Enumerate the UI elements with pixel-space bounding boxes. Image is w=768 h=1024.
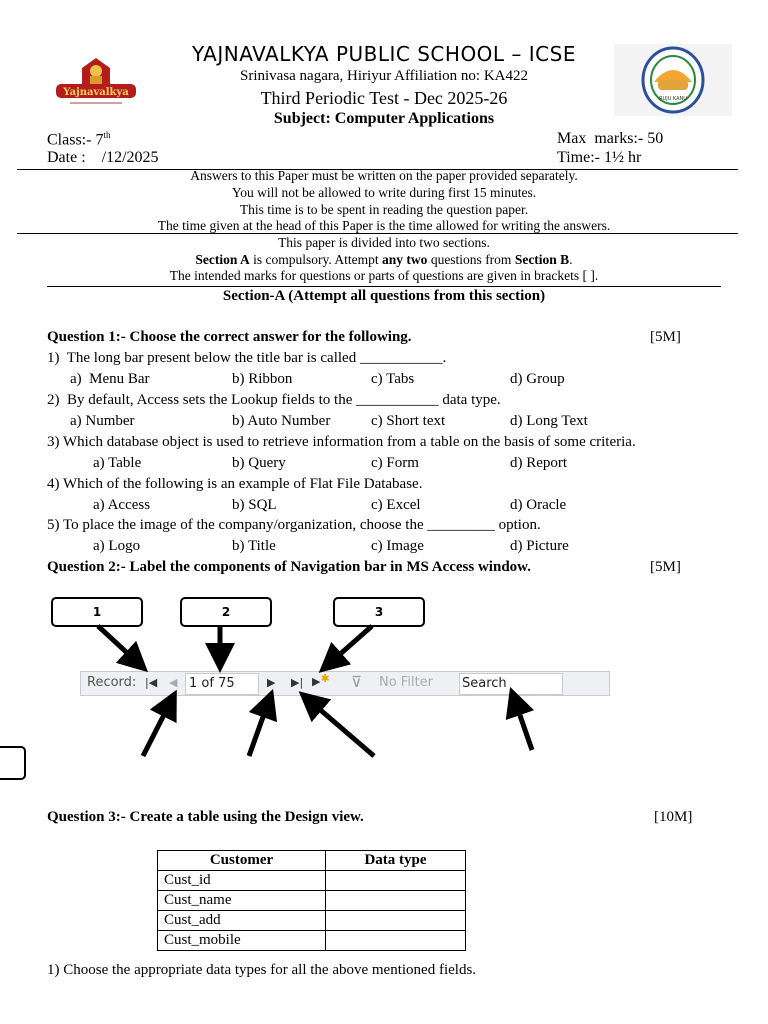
q1-title: Question 1:- Choose the correct answer for the following. [47,329,412,345]
option: d) Oracle [510,497,567,513]
callout-box: 2 [180,597,272,627]
option: d) Picture [510,538,569,554]
option: b) Ribbon [232,371,293,387]
option: c) Image [371,538,424,554]
any-two-emph: any two [382,252,428,267]
option: b) Title [232,538,276,554]
data-type-cell [326,891,466,911]
data-type-cell [326,931,466,951]
section-a-title: Section-A (Attempt all questions from this section) [222,288,546,304]
q2-marks: [5M] [650,559,681,575]
logo-right-text: RUJU KANU [659,96,687,102]
q2-title: Question 2:- Label the components of Navigation bar in MS Access window. [47,559,531,575]
option: b) SQL [232,497,277,513]
field-name: Cust_id [158,871,326,891]
q3-sub-1: 1) Choose the appropriate data types for all the above mentioned fields. [47,962,477,978]
q3-title: Question 3:- Create a table using the Design view. [47,809,364,825]
column-header: Data type [326,851,466,871]
column-header: Customer [158,851,326,871]
table-header-row [158,851,466,871]
arrow-4 [143,703,170,756]
option: b) Auto Number [232,413,331,429]
callout-box: 1 [51,597,143,627]
instruction-line: Answers to this Paper must be written on the paper provided separately. [190,168,578,183]
instruction-line: You will not be allowed to write during first 15 minutes. [231,185,537,200]
question-text: 1) The long bar present below the title bar is called ___________. [47,350,447,366]
table-row [158,931,466,951]
q3-marks: [10M] [654,809,693,825]
instruction-line: The time given at the head of this Paper is the time allowed for writing the answers. [157,218,611,233]
record-label: Record: [87,675,137,690]
question-text: 3) Which database object is used to retrieve information from a table on the basis of some criteria. [47,434,636,450]
arrow-7 [515,701,532,750]
table-row [158,911,466,931]
option: a) Menu Bar [70,371,150,387]
sections-line-3: The intended marks for questions or parts of questions are given in brackets [ ]. [169,268,599,283]
field-name: Cust_mobile [158,931,326,951]
record-position-text: 1 of 75 [189,676,235,691]
sections-line-1: This paper is divided into two sections. [278,235,490,250]
instruction-line: This time is to be spent in reading the question paper. [239,202,529,217]
callout-box: 3 [333,597,425,627]
search-label: Search [462,676,507,691]
data-type-cell [326,871,466,891]
school-address: Srinivasa nagara, Hiriyur Affiliation no: KA422 [239,68,528,84]
first-record-icon[interactable]: |◀ [145,676,158,689]
logo-left-text: Yajnavalkya [63,87,129,98]
time-allowed: Time:- 1½ hr [557,149,642,166]
customer-table [157,850,466,951]
subject-line: Subject: Computer Applications [273,110,495,127]
option: d) Report [510,455,568,471]
option: a) Logo [93,538,141,554]
class-sup: th [103,130,111,140]
new-record-icon[interactable]: ▶✱ [312,672,330,688]
data-type-cell [326,911,466,931]
arrow-1 [98,626,137,662]
table-row [158,871,466,891]
text-fragment: questions from [427,252,515,267]
section-b-emph: Section B [514,252,570,267]
table-row [158,891,466,911]
question-text: 2) By default, Access sets the Lookup fields to the ___________ data type. [47,392,501,408]
next-record-icon[interactable]: ▶ [267,676,276,689]
field-name: Cust_add [158,911,326,931]
question-text: 5) To place the image of the company/organization, choose the _________ option. [47,517,541,533]
option: d) Long Text [510,413,588,429]
max-marks: Max marks:- 50 [557,130,664,147]
option: a) Number [70,413,135,429]
option: c) Form [371,455,419,471]
section-a-emph: Section A [195,252,250,267]
option: c) Tabs [371,371,415,387]
filter-icon[interactable]: ⊽ [351,673,362,691]
arrow-5 [249,703,268,756]
question-text: 4) Which of the following is an example of Flat File Database. [47,476,423,492]
option: c) Short text [371,413,446,429]
option: c) Excel [371,497,421,513]
text-fragment: . [569,252,573,267]
arrow-6 [310,701,374,756]
no-filter-label[interactable]: No Filter [379,675,434,690]
test-name: Third Periodic Test - Dec 2025-26 [260,88,508,108]
text-fragment: is compulsory. Attempt [249,252,383,267]
previous-record-icon[interactable]: ◀ [169,676,178,689]
school-name: YAJNAVALKYA PUBLIC SCHOOL – ICSE [192,42,576,66]
q1-marks: [5M] [650,329,681,345]
arrow-3 [330,626,372,663]
option: b) Query [232,455,286,471]
class-label: Class:- 7 [47,131,104,149]
field-name: Cust_name [158,891,326,911]
option: a) Table [93,455,142,471]
option: a) Access [93,497,151,513]
date-info: Date : /12/2025 [47,149,159,166]
option: d) Group [510,371,565,387]
last-record-icon[interactable]: ▶| [291,676,304,689]
